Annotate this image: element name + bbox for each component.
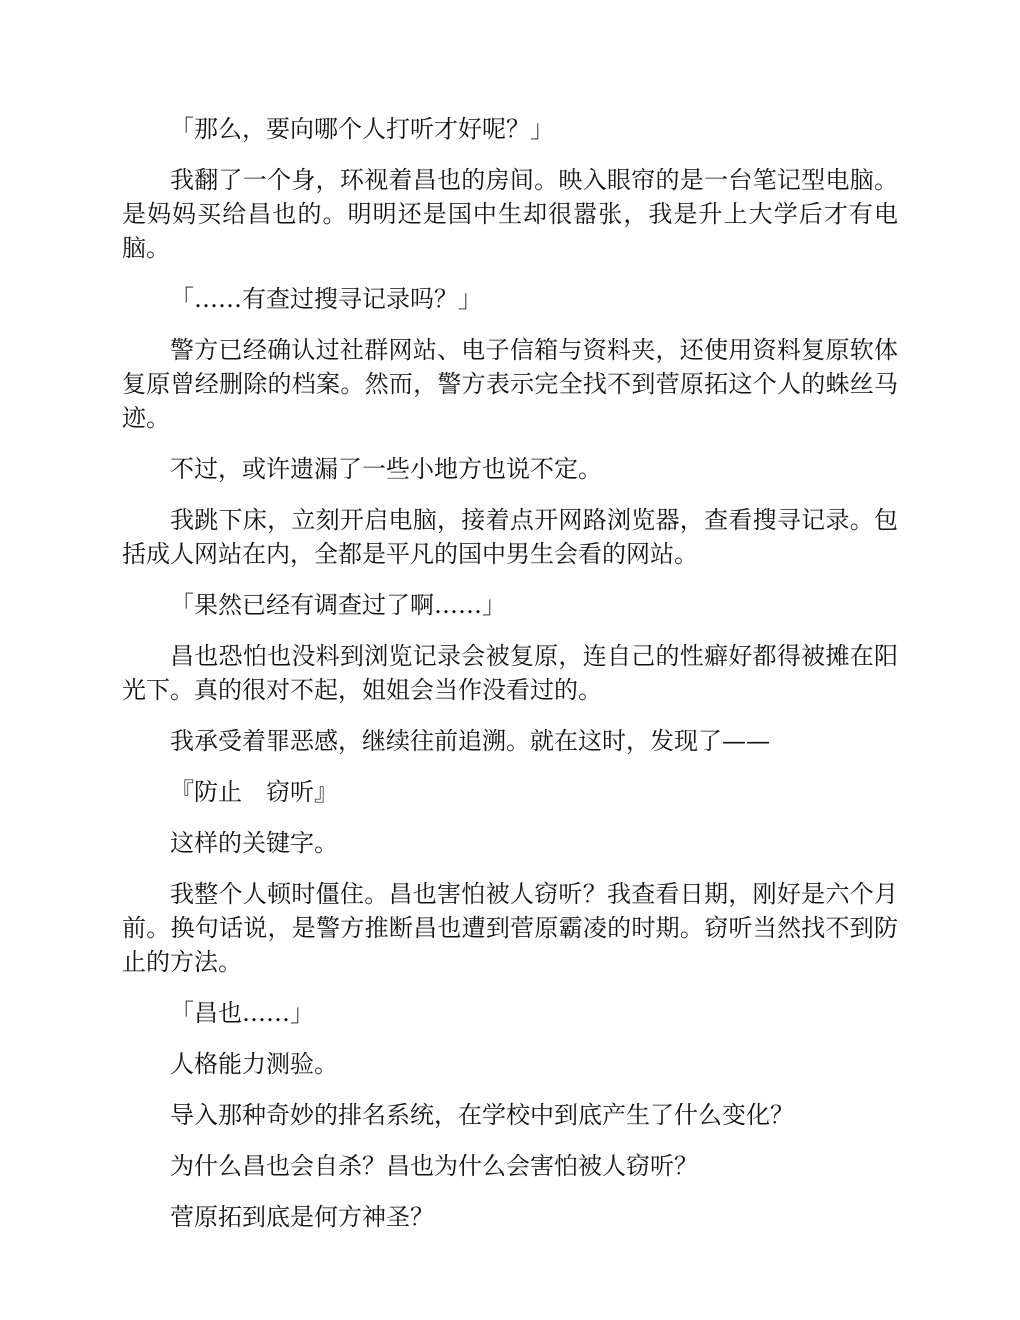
paragraph-14: 人格能力测验。 bbox=[170, 1050, 338, 1078]
paragraph-12: 我整个人顿时僵住。昌也害怕被人窃听？我查看日期，刚好是六个月前。换句话说，是警方推断昌也遭到菅原霸凌的时期。窃听当然找不到防止的方法。 bbox=[122, 880, 898, 976]
paragraph-6: 我跳下床，立刻开启电脑，接着点开网路浏览器，查看搜寻记录。包括成人网站在内，全都是平凡的国中男生会看的网站。 bbox=[122, 506, 898, 568]
paragraph-11: 这样的关键字。 bbox=[170, 829, 338, 857]
paragraph-3: 「……有查过搜寻记录吗？」 bbox=[170, 285, 482, 313]
paragraph-8: 昌也恐怕也没料到浏览记录会被复原，连自己的性癖好都得被摊在阳光下。真的很对不起，姐姐会当作没看过的。 bbox=[122, 642, 898, 704]
paragraph-17: 菅原拓到底是何方神圣？ bbox=[170, 1203, 434, 1231]
paragraph-5: 不过，或许遗漏了一些小地方也说不定。 bbox=[170, 455, 602, 483]
paragraph-15: 导入那种奇妙的排名系统，在学校中到底产生了什么变化？ bbox=[170, 1101, 794, 1129]
paragraph-4: 警方已经确认过社群网站、电子信箱与资料夹，还使用资料复原软体复原曾经删除的档案。然而，警方表示完全找不到菅原拓这个人的蛛丝马迹。 bbox=[122, 336, 898, 432]
paragraph-1: 「那么，要向哪个人打听才好呢？」 bbox=[170, 115, 554, 143]
paragraph-13: 「昌也……」 bbox=[170, 999, 314, 1027]
paragraph-10: 『防止 窃听』 bbox=[170, 778, 338, 806]
paragraph-2: 我翻了一个身，环视着昌也的房间。映入眼帘的是一台笔记型电脑。是妈妈买给昌也的。明明还是国中生却很嚣张，我是升上大学后才有电脑。 bbox=[122, 166, 898, 262]
paragraph-16: 为什么昌也会自杀？昌也为什么会害怕被人窃听？ bbox=[170, 1152, 698, 1180]
document-page bbox=[122, 112, 898, 1251]
paragraph-7: 「果然已经有调查过了啊……」 bbox=[170, 591, 506, 619]
paragraph-9: 我承受着罪恶感，继续往前追溯。就在这时，发现了—— bbox=[170, 727, 770, 755]
